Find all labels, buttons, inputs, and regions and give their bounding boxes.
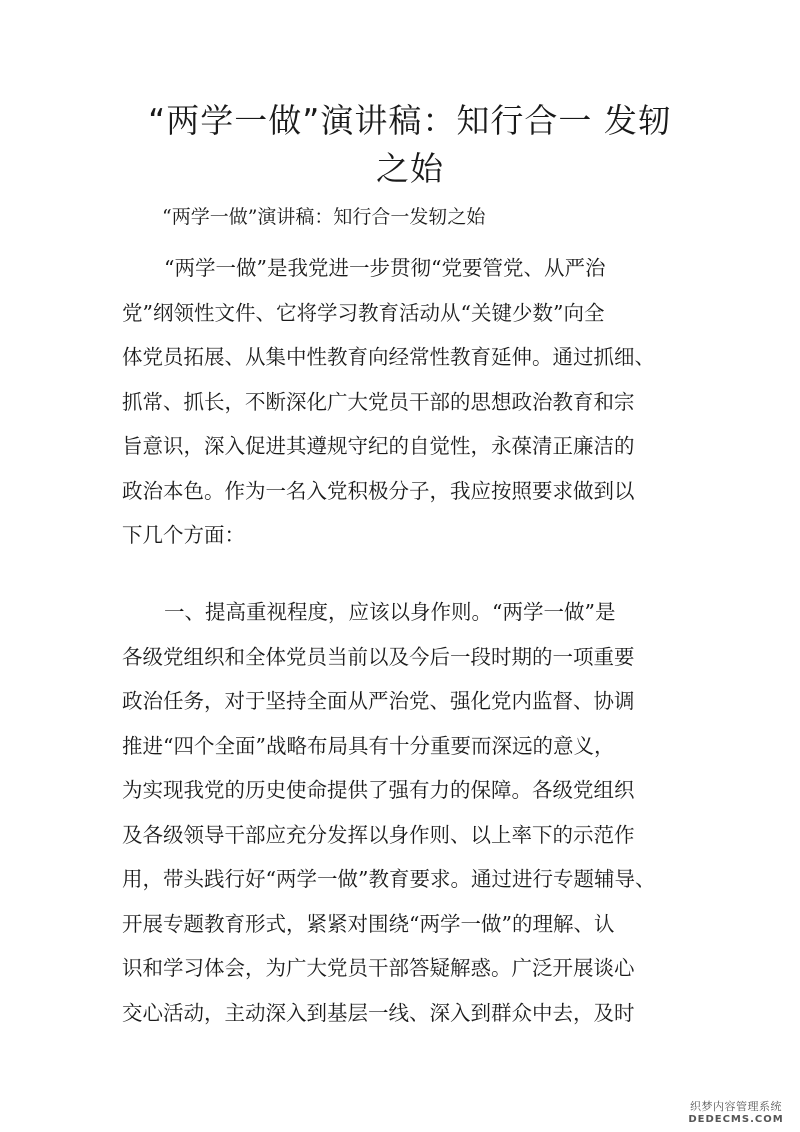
document-subtitle: “两学一做”演讲稿：知行合一发轫之始 <box>162 206 486 228</box>
paragraph-line: 开展专题教育形式，紧紧对围绕“两学一做”的理解、认 <box>122 911 615 936</box>
paragraph-line: 党”纲领性文件、它将学习教育活动从“关键少数”向全 <box>122 300 605 325</box>
paragraph-line: 交心活动，主动深入到基层一线、深入到群众中去，及时 <box>122 1000 635 1025</box>
paragraph-line: 识和学习体会，为广大党员干部答疑解惑。广泛开展谈心 <box>122 956 635 980</box>
title-line-2: 之始 <box>376 149 444 188</box>
watermark-en: DEDECMS.COM <box>688 1114 784 1125</box>
paragraph-line: 一、提高重视程度，应该以身作则。“两学一做”是 <box>164 600 616 624</box>
paragraph-line: 为实现我党的历史使命提供了强有力的保障。各级党组织 <box>122 778 635 802</box>
paragraph-line: 各级党组织和全体党员当前以及今后一段时期的一项重要 <box>122 644 635 669</box>
paragraph-line: 下几个方面： <box>122 523 245 547</box>
document-title <box>140 97 680 193</box>
paragraph-line: 用，带头践行好“两学一做”教育要求。通过进行专题辅导、 <box>122 867 656 891</box>
paragraph-line: 抓常、抓长，不断深化广大党员干部的思想政治教育和宗 <box>122 389 635 414</box>
paragraph-line: 推进“四个全面”战略布局具有十分重要而深远的意义， <box>122 733 615 758</box>
watermark-cn: 织梦内容管理系统 <box>690 1100 782 1113</box>
paragraph-section-one <box>122 590 682 1035</box>
paragraph-line: 政治任务，对于坚持全面从严治党、强化党内监督、协调 <box>122 689 635 713</box>
paragraph-line: 体党员拓展、从集中性教育向经常性教育延伸。通过抓细、 <box>122 345 655 369</box>
paragraph-intro <box>122 246 682 558</box>
watermark <box>676 1100 796 1126</box>
title-line-1: “两学一做”演讲稿：知行合一 发轫 <box>148 101 672 140</box>
paragraph-line: 政治本色。作为一名入党积极分子，我应按照要求做到以 <box>122 478 635 503</box>
paragraph-line: “两学一做”是我党进一步贯彻“党要管党、从严治 <box>164 256 606 280</box>
paragraph-line: 及各级领导干部应充分发挥以身作则、以上率下的示范作 <box>122 822 635 847</box>
paragraph-line: 旨意识，深入促进其遵规守纪的自觉性，永葆清正廉洁的 <box>122 434 635 458</box>
